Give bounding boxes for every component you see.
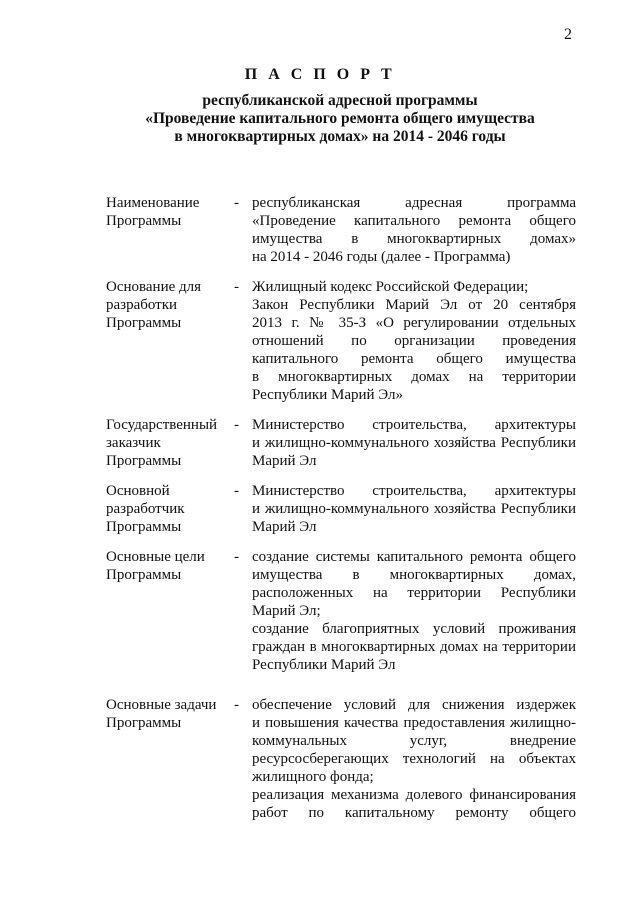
label-line: Наименование	[106, 195, 200, 211]
passport-row-basis	[106, 278, 576, 404]
subtitle-line: республиканской адресной программы	[202, 92, 478, 109]
content-line: расположенных на территории Республики	[252, 585, 576, 601]
content-line: Марий Эл;	[252, 603, 321, 619]
content-line: жилищного фонда;	[252, 769, 374, 785]
row-content	[252, 548, 576, 674]
passport-row-customer	[106, 416, 576, 470]
row-dash: -	[234, 549, 239, 565]
subtitle-line: в многоквартирных домах» на 2014 - 2046 годы	[174, 128, 506, 145]
content-line: в многоквартирных домах на территории	[252, 369, 576, 385]
passport-row-developer	[106, 482, 576, 536]
content-line: и повышения качества предоставления жилищно-	[252, 715, 576, 731]
row-dash: -	[234, 697, 239, 713]
content-line: капитального ремонта общего имущества	[252, 351, 576, 367]
row-label	[106, 194, 231, 230]
label-line: разработчик	[106, 501, 185, 517]
content-line: обеспечение условий для снижения издержек	[252, 697, 576, 713]
row-label	[106, 548, 231, 584]
passport-row-name	[106, 194, 576, 266]
content-line: коммунальных услуг, внедрение	[252, 733, 576, 749]
row-content	[252, 194, 576, 266]
document-title: П А С П О Р Т	[244, 66, 396, 83]
content-line: 2013 г. № 35-З «О регулировании отдельных	[252, 315, 576, 331]
row-content	[252, 416, 576, 470]
content-line: на 2014 - 2046 годы (далее - Программа)	[252, 249, 511, 265]
content-line: граждан в многоквартирных домах на территории	[252, 639, 576, 655]
content-line: отношений по организации проведения	[252, 333, 576, 349]
row-label	[106, 416, 231, 470]
row-content	[252, 696, 576, 822]
content-line: ресурсосберегающих технологий на объектах	[252, 751, 576, 767]
content-line: имущества в многоквартирных домах»	[252, 231, 576, 247]
content-line: создание системы капитального ремонта общего	[252, 549, 576, 565]
label-line: Основные задачи	[106, 697, 217, 713]
content-line: имущества в многоквартирных домах,	[252, 567, 576, 583]
row-dash: -	[234, 483, 239, 499]
content-line: «Проведение капитального ремонта общего	[252, 213, 576, 229]
label-line: Программы	[106, 453, 182, 469]
content-line: Республики Марий Эл	[252, 657, 396, 673]
label-line: Программы	[106, 315, 182, 331]
subtitle-line: «Проведение капитального ремонта общего имущества	[145, 110, 535, 127]
content-line: Министерство строительства, архитектуры	[252, 417, 576, 433]
label-line: Государственный	[106, 417, 218, 433]
label-line: Основные цели	[106, 549, 205, 565]
row-content	[252, 482, 576, 536]
content-line: Закон Республики Марий Эл от 20 сентября	[252, 297, 576, 313]
content-line: работ по капитальному ремонту общего	[252, 805, 576, 821]
document-subtitle	[60, 92, 620, 146]
content-line: Министерство строительства, архитектуры	[252, 483, 576, 499]
content-line: республиканская адресная программа	[252, 195, 576, 211]
label-line: Основной	[106, 483, 170, 499]
label-line: разработки	[106, 297, 178, 313]
page-number: 2	[564, 26, 572, 43]
passport-table	[106, 194, 576, 822]
label-line: Программы	[106, 567, 182, 583]
row-label	[106, 278, 231, 332]
passport-row-goals	[106, 548, 576, 674]
content-line: Жилищный кодекс Российской Федерации;	[252, 279, 529, 295]
row-label	[106, 696, 231, 732]
content-line: Марий Эл	[252, 519, 317, 535]
content-line: и жилищно-коммунального хозяйства Республики	[252, 501, 576, 517]
label-line: заказчик	[106, 435, 161, 451]
label-line: Основание для	[106, 279, 202, 295]
row-dash: -	[234, 417, 239, 433]
row-dash: -	[234, 195, 239, 211]
row-content	[252, 278, 576, 404]
passport-row-tasks	[106, 696, 576, 822]
row-label	[106, 482, 231, 536]
label-line: Программы	[106, 715, 182, 731]
content-line: Республики Марий Эл»	[252, 387, 403, 403]
label-line: Программы	[106, 213, 182, 229]
content-line: создание благоприятных условий проживания	[252, 621, 576, 637]
label-line: Программы	[106, 519, 182, 535]
content-line: Марий Эл	[252, 453, 317, 469]
row-dash: -	[234, 279, 239, 295]
content-line: и жилищно-коммунального хозяйства Республики	[252, 435, 576, 451]
content-line: реализация механизма долевого финансирования	[252, 787, 576, 803]
